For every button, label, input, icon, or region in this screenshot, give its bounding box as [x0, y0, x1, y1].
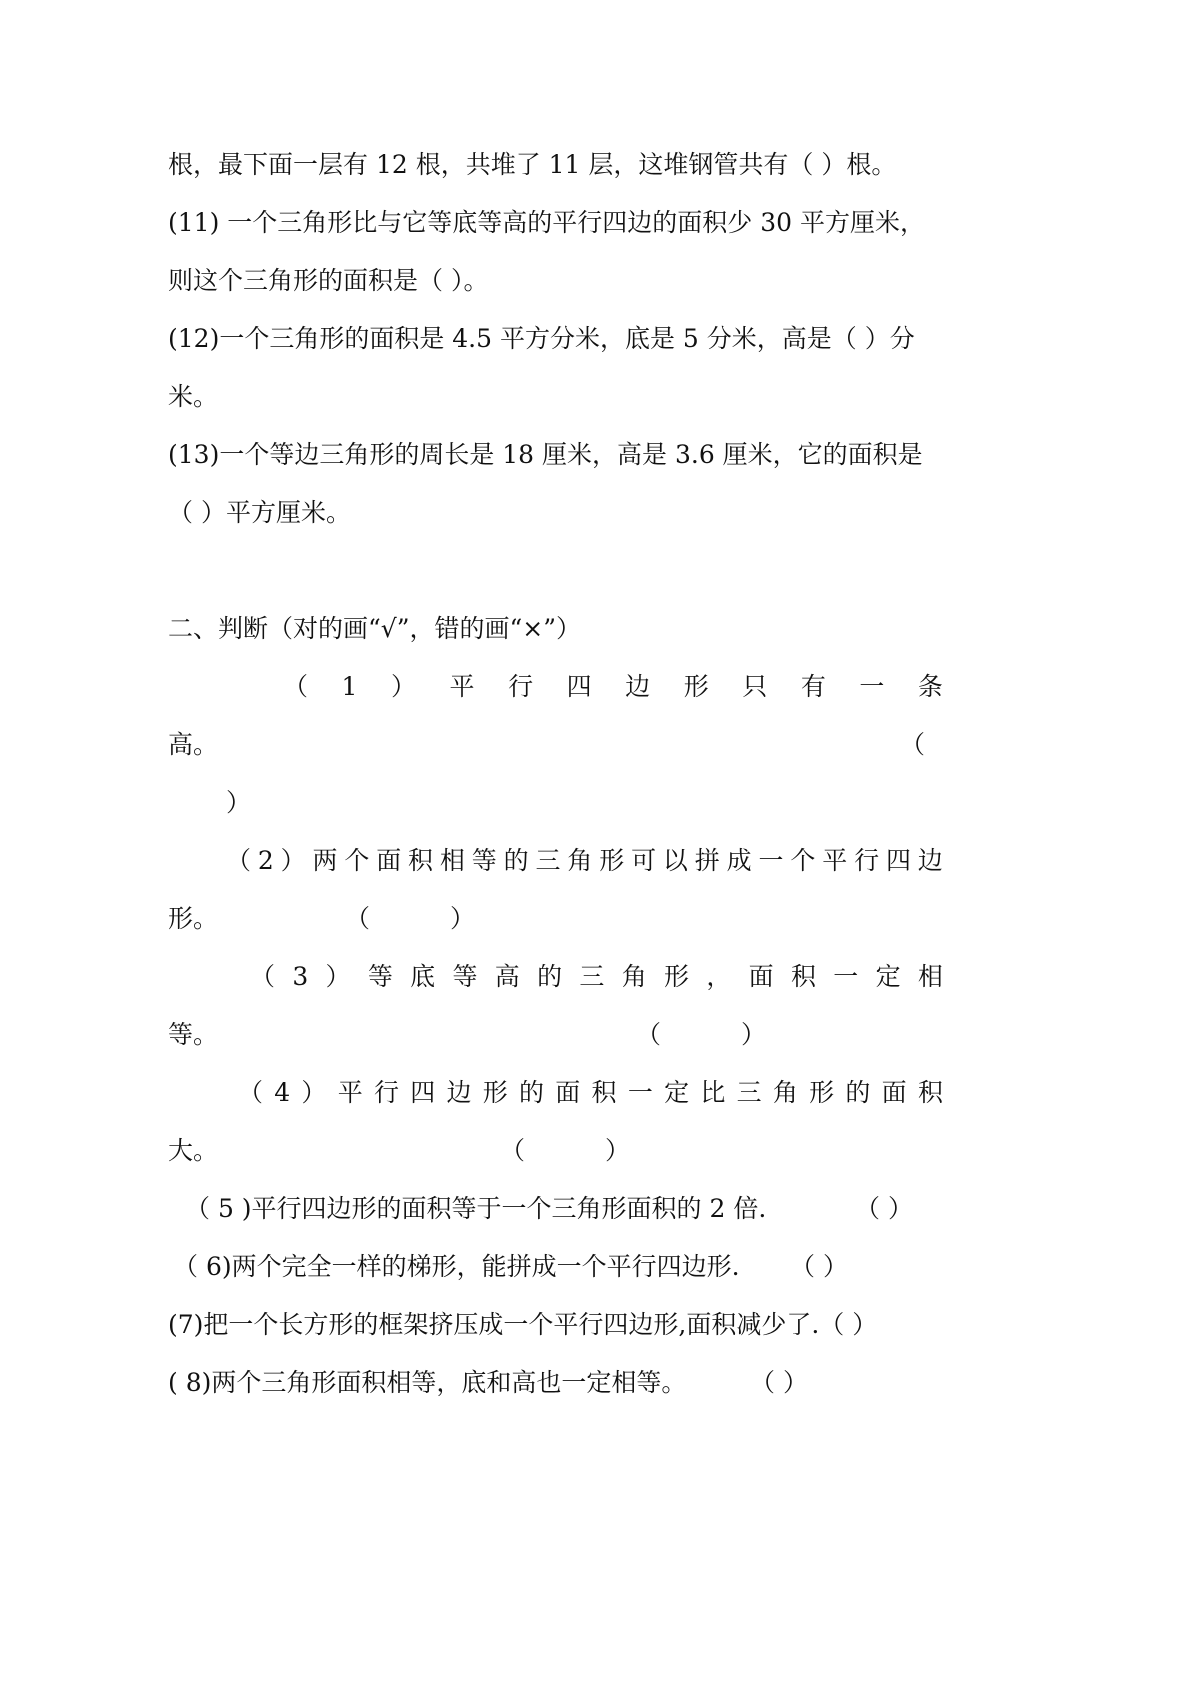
answer-paren-4-open[interactable]: （ — [500, 1136, 526, 1165]
answer-paren-5[interactable]: （ ） — [855, 1194, 913, 1223]
answer-paren-2-close[interactable]: ） — [450, 904, 476, 933]
answer-paren-1-close[interactable]: ） — [226, 788, 252, 817]
judge-question-4: （ 4 ） 平 行 四 边 形 的 面 积 一 定 比 三 角 形 的 面 积 — [238, 1078, 943, 1107]
fill-line-10-cont: 根，最下面一层有 12 根，共堆了 11 层，这堆钢管共有（ ）根。 — [168, 150, 897, 179]
answer-paren-6[interactable]: （ ） — [790, 1252, 848, 1281]
fill-question-13: (13)一个等边三角形的周长是 18 厘米，高是 3.6 厘米，它的面积是 — [168, 440, 923, 469]
answer-paren-4-close[interactable]: ） — [605, 1136, 631, 1165]
judge-question-3-end: 等。 — [168, 1020, 219, 1049]
fill-question-11: (11) 一个三角形比与它等底等高的平行四边的面积少 30 平方厘米， — [168, 208, 925, 237]
answer-paren-3-close[interactable]: ） — [741, 1020, 767, 1049]
judge-question-6: （ 6)两个完全一样的梯形，能拼成一个平行四边形. — [173, 1252, 740, 1281]
judge-question-8: ( 8)两个三角形面积相等，底和高也一定相等。 — [168, 1368, 687, 1397]
fill-question-11-cont: 则这个三角形的面积是（ ）。 — [168, 266, 489, 295]
judge-question-2: （ 2 ） 两 个 面 积 相 等 的 三 角 形 可 以 拼 成 一 个 平 行 四 边 — [226, 846, 943, 875]
judge-question-1: （ 1 ） 平 行 四 边 形 只 有 一 条 — [283, 672, 943, 701]
judge-question-4-end: 大。 — [168, 1136, 219, 1165]
fill-question-12-cont: 米。 — [168, 382, 219, 411]
judge-question-1-end: 高。 — [168, 730, 219, 759]
answer-paren-1-open[interactable]: （ — [900, 730, 926, 759]
answer-paren-8[interactable]: （ ） — [750, 1368, 808, 1397]
judge-question-3: （ 3 ） 等 底 等 高 的 三 角 形 ， 面 积 一 定 相 — [250, 962, 943, 991]
judge-question-5: （ 5 )平行四边形的面积等于一个三角形面积的 2 倍. — [185, 1194, 767, 1223]
judge-question-7: (7)把一个长方形的框架挤压成一个平行四边形,面积减少了.（ ） — [168, 1310, 878, 1339]
answer-paren-3-open[interactable]: （ — [636, 1020, 662, 1049]
answer-paren-2-open[interactable]: （ — [345, 904, 371, 933]
fill-question-13-cont: （ ）平方厘米。 — [168, 498, 351, 527]
judge-question-2-end: 形。 — [168, 904, 219, 933]
section-heading: 二、判断（对的画“√”，错的画“×”） — [168, 614, 582, 643]
fill-question-12: (12)一个三角形的面积是 4.5 平方分米，底是 5 分米，高是（ ）分 — [168, 324, 915, 353]
